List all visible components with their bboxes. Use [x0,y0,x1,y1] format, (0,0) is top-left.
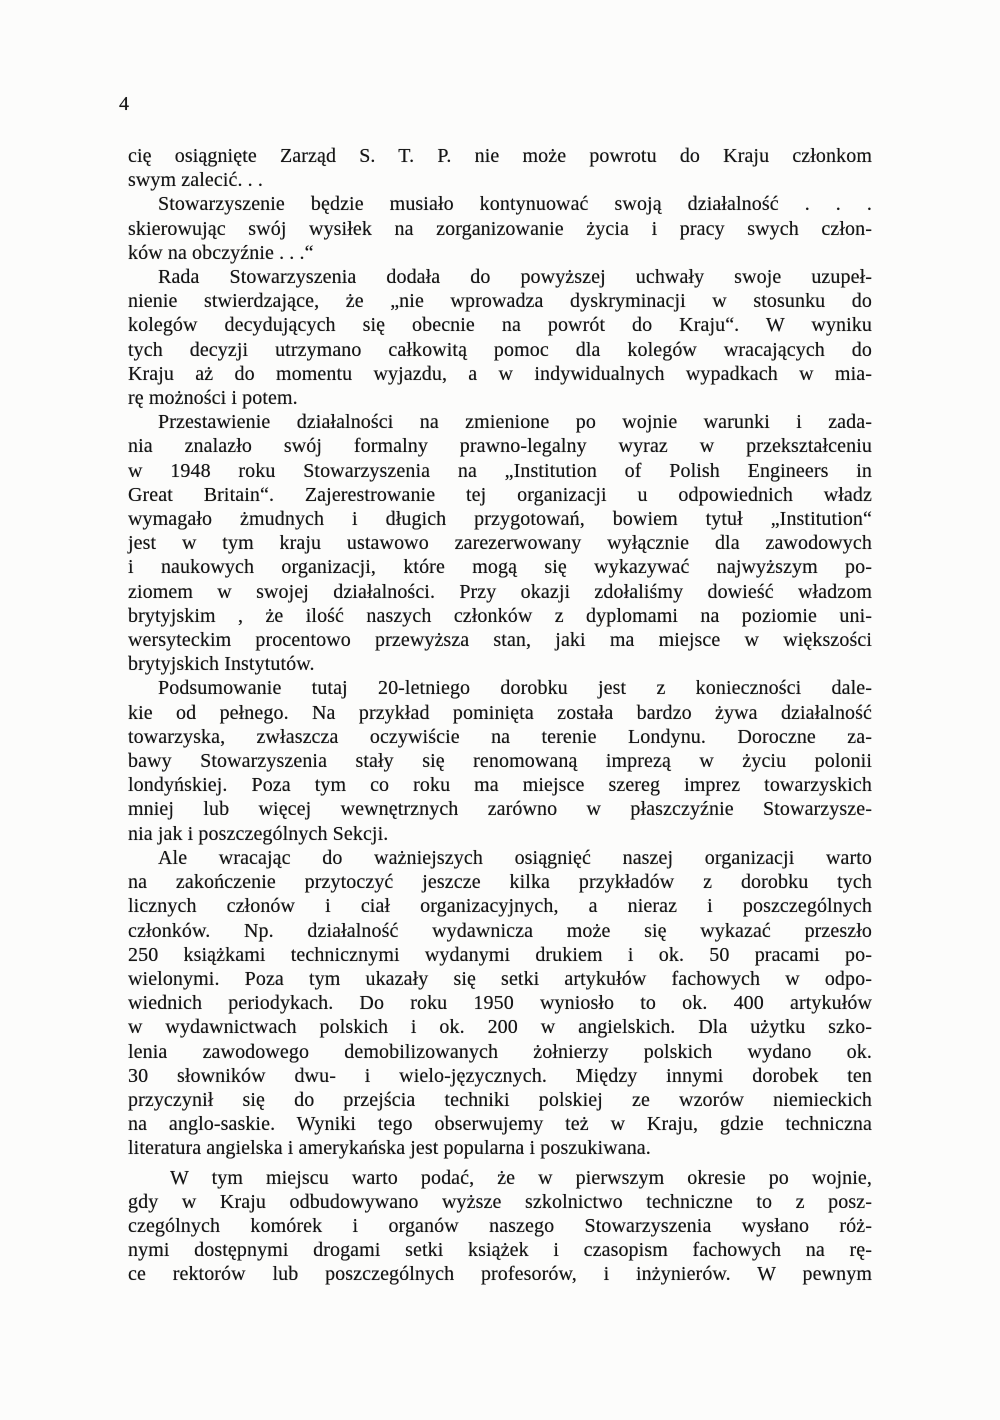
paragraph [128,1166,872,1287]
text-line: londyńskiej. Poza tym co roku ma miejsce szereg imprez towarzyskich [128,774,872,797]
text-line: w 1948 roku Stowarzyszenia na „Institution of Polish Engineers in [128,459,872,482]
text-line: wiednich periodykach. Do roku 1950 wyniosło to ok. 400 artykułów [128,992,872,1015]
text-line: cię osiągnięte Zarząd S. T. P. nie może powrotu do Kraju członkom [128,145,872,167]
text-line: skierowując swój wysiłek na zorganizowanie życia i pracy swych człon- [128,217,872,240]
paragraph [128,410,872,676]
text-line: członków. Np. działalność wydawnicza może się wykazać przeszło [128,919,872,942]
text-line: wymagało żmudnych i długich przygotowań, bowiem tytuł „Institution“ [128,508,872,531]
paragraph [128,676,872,845]
text-line: tych decyzji utrzymano całkowitą pomoc dla kolegów wracających do [128,338,872,361]
text-line: jest w tym kraju ustawowo zarezerwowany wyłącznie dla zawodowych [128,532,872,555]
text-line: towarzyska, zwłaszcza oczywiście na terenie Londynu. Doroczne za- [128,725,872,748]
paragraph [128,192,872,265]
text-line: licznych członów i ciał organizacyjnych, a nieraz i poszczególnych [128,895,872,918]
text-line: gdy w Kraju odbudowywano wyższe szkolnictwo techniczne to z posz- [128,1190,872,1213]
text-line: Kraju aż do momentu wyjazdu, a w indywidualnych wypadkach w mia- [128,362,872,385]
text-line: Podsumowanie tutaj 20-letniego dorobku jest z konieczności dale- [158,677,872,700]
text-line: 250 książkami technicznymi wydanymi drukiem i ok. 50 pracami po- [128,943,872,966]
text-line: ków na obczyźnie . . .“ [128,241,314,264]
text-line: rę możności i potem. [128,387,298,410]
paragraph [128,265,872,410]
text-line: literatura angielska i amerykańska jest popularna i poszukiwana. [128,1137,651,1160]
text-line: w wydawnictwach polskich i ok. 200 w angielskich. Dla użytku szko- [128,1016,872,1039]
text-line: nia znalazło swój formalny prawno-legalny wyraz w przekształceniu [128,435,872,458]
text-line: ziomem w swojej działalności. Przy okazji zdołaliśmy dowieść władzom [128,580,872,603]
text-line: kie od pełnego. Na przykład pominięta została bardzo żywa działalność [128,701,872,724]
text-line: mniej lub więcej wewnętrznych zarówno w płaszczyźnie Stowarzysze- [128,798,872,821]
text-line: wielonymi. Poza tym ukazały się setki artykułów fachowych w odpo- [128,967,872,990]
text-line: nienie stwierdzające, że „nie wprowadza dyskryminacji w stosunku do [128,290,872,313]
text-line: wersyteckim procentowo przewyższa stan, jaki ma miejsce w większości [128,629,872,652]
text-line: W tym miejscu warto podać, że w pierwszym okresie po wojnie, [170,1166,872,1189]
text-line: na anglo-saskie. Wyniki tego obserwujemy też w Kraju, gdzie techniczna [128,1113,872,1136]
text-line: brytyjskim , że ilość naszych członków z dyplomami na poziomie uni- [128,604,872,627]
text-line: bawy Stowarzyszenia stały się renomowaną imprezą w życiu polonii [128,750,872,773]
text-line: i naukowych organizacji, które mogą się wykazywać najwyższym po- [128,556,872,579]
text-line: nia jak i poszczególnych Sekcji. [128,822,389,845]
text-line: nymi dostępnymi drogami setki książek i czasopism fachowych na rę- [128,1239,872,1262]
text-line: Stowarzyszenie będzie musiało kontynuować swoją działalność . . . [158,193,872,216]
text-line: kolegów decydujących się obecnie na powrót do Kraju“. W wyniku [128,314,872,337]
paragraph [128,846,872,1161]
text-line: na zakończenie przytoczyć jeszcze kilka przykładów z dorobku tych [128,871,872,894]
page-number: 4 [119,93,129,115]
text-line: Ale wracając do ważniejszych osiągnięć naszej organizacji warto [158,846,872,869]
text-line: swym zalecić. . . [128,169,263,192]
text-line: Great Britain“. Zajerestrowanie tej organizacji u odpowiednich władz [128,483,872,506]
text-line: ce rektorów lub poszczególnych profesorów, i inżynierów. W pewnym [128,1263,872,1286]
paragraph [128,144,872,192]
text-line: brytyjskich Instytutów. [128,653,315,676]
text-line: Rada Stowarzyszenia dodała do powyższej uchwały swoje uzupeł- [158,266,872,289]
text-line: przyczynił się do przejścia techniki polskiej ze wzorów niemieckich [128,1088,872,1111]
text-line: lenia zawodowego demobilizowanych żołnierzy polskich wydano ok. [128,1040,872,1063]
text-line: Przestawienie działalności na zmienione po wojnie warunki i zada- [158,411,872,434]
text-line: 30 słowników dwu- i wielo-języcznych. Między innymi dorobek ten [128,1064,872,1087]
text-line: czególnych komórek i organów naszego Stowarzyszenia wysłano róż- [128,1214,872,1237]
page-body-text [128,144,872,1287]
